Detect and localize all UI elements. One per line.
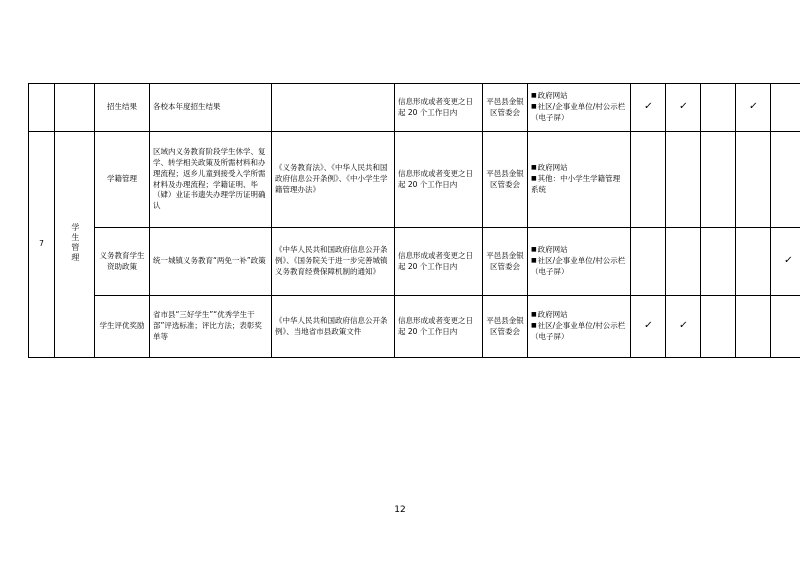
row-time-cell: 信息形成或者变更之日起 20 个工作日内 bbox=[395, 228, 483, 296]
row-index-cell bbox=[29, 84, 55, 132]
way-item: ■ 政府网站 bbox=[531, 310, 627, 321]
checkmark: ✓ bbox=[783, 255, 794, 267]
check-cell bbox=[701, 296, 736, 358]
check-cell bbox=[666, 296, 701, 358]
row-item-cell: 义务教育学生资助政策 bbox=[95, 228, 150, 296]
row-category-cell bbox=[55, 84, 95, 132]
check-cell bbox=[666, 228, 701, 296]
way-item: ■ 政府网站 bbox=[531, 91, 627, 102]
row-way-cell bbox=[528, 296, 631, 358]
table-row bbox=[29, 132, 800, 228]
row-org-cell: 平邑县金银区管委会 bbox=[483, 228, 528, 296]
check-cell bbox=[736, 84, 771, 132]
check-cell bbox=[631, 132, 666, 228]
row-index-label: 7 bbox=[39, 239, 44, 249]
row-org-cell: 平邑县金银区管委会 bbox=[483, 296, 528, 358]
disclosure-table bbox=[28, 83, 800, 358]
table-row bbox=[29, 84, 800, 132]
check-cell bbox=[631, 228, 666, 296]
row-index-cell bbox=[29, 132, 55, 358]
row-way-cell bbox=[528, 132, 631, 228]
checkmark: ✓ bbox=[643, 320, 654, 332]
checkmark: ✓ bbox=[748, 101, 759, 113]
row-time-cell: 信息形成或者变更之日起 20 个工作日内 bbox=[395, 84, 483, 132]
check-cell bbox=[736, 296, 771, 358]
row-content-cell: 省市县“三好学生”“优秀学生干部”评选标准；评比方法；表彰奖单等 bbox=[150, 296, 272, 358]
row-category-cell bbox=[55, 132, 95, 358]
way-item: ■ 社区/企事业单位/村公示栏（电子屏） bbox=[531, 102, 627, 124]
row-item-cell: 学生评优奖励 bbox=[95, 296, 150, 358]
check-cell bbox=[771, 228, 800, 296]
check-cell bbox=[736, 132, 771, 228]
row-way-cell bbox=[528, 84, 631, 132]
row-content-cell: 各校本年度招生结果 bbox=[150, 84, 272, 132]
row-time-cell: 信息形成或者变更之日起 20 个工作日内 bbox=[395, 296, 483, 358]
row-content-cell: 统一城镇义务教育“两免一补”政策 bbox=[150, 228, 272, 296]
check-cell bbox=[701, 228, 736, 296]
row-basis-cell bbox=[272, 84, 395, 132]
way-item: ■ 其他：中小学生学籍管理系统 bbox=[531, 174, 627, 196]
row-basis-cell: 《义务教育法》、《中华人民共和国政府信息公开条例》、《中小学生学籍管理办法》 bbox=[272, 132, 395, 228]
checkmark: ✓ bbox=[678, 320, 689, 332]
check-cell bbox=[701, 84, 736, 132]
checkmark: ✓ bbox=[678, 101, 689, 113]
check-cell bbox=[771, 84, 800, 132]
check-cell bbox=[771, 132, 800, 228]
row-org-cell: 平邑县金银区管委会 bbox=[483, 84, 528, 132]
check-cell bbox=[666, 132, 701, 228]
row-item-cell: 招生结果 bbox=[95, 84, 150, 132]
row-category-label: 学生管理 bbox=[70, 222, 80, 263]
disclosure-table-container bbox=[28, 83, 794, 358]
table-row bbox=[29, 228, 800, 296]
check-cell bbox=[631, 84, 666, 132]
check-cell bbox=[771, 296, 800, 358]
row-org-cell: 平邑县金银区管委会 bbox=[483, 132, 528, 228]
check-cell bbox=[701, 132, 736, 228]
way-item: ■ 政府网站 bbox=[531, 245, 627, 256]
check-cell bbox=[666, 84, 701, 132]
way-item: ■ 社区/企事业单位/村公示栏（电子屏） bbox=[531, 256, 627, 278]
way-item: ■ 社区/企事业单位/村公示栏（电子屏） bbox=[531, 321, 627, 343]
row-time-cell: 信息形成或者变更之日起 20 个工作日内 bbox=[395, 132, 483, 228]
row-way-cell bbox=[528, 228, 631, 296]
row-basis-cell: 《中华人民共和国政府信息公开条例》、《国务院关于进一步完善城镇义务教育经费保障机制的通知》 bbox=[272, 228, 395, 296]
page-number: 12 bbox=[394, 505, 406, 515]
row-item-cell: 学籍管理 bbox=[95, 132, 150, 228]
checkmark: ✓ bbox=[643, 101, 654, 113]
table-row bbox=[29, 296, 800, 358]
check-cell bbox=[631, 296, 666, 358]
way-item: ■ 政府网站 bbox=[531, 163, 627, 174]
row-content-cell: 区域内义务教育阶段学生休学、复学、转学相关政策及所需材料和办理流程；返乡儿童到接受入学所需材料及办理流程；学籍证明、毕（肄）业证书遗失办理学历证明确认 bbox=[150, 132, 272, 228]
check-cell bbox=[736, 228, 771, 296]
row-basis-cell: 《中华人民共和国政府信息公开条例》、当地省市县政策文件 bbox=[272, 296, 395, 358]
